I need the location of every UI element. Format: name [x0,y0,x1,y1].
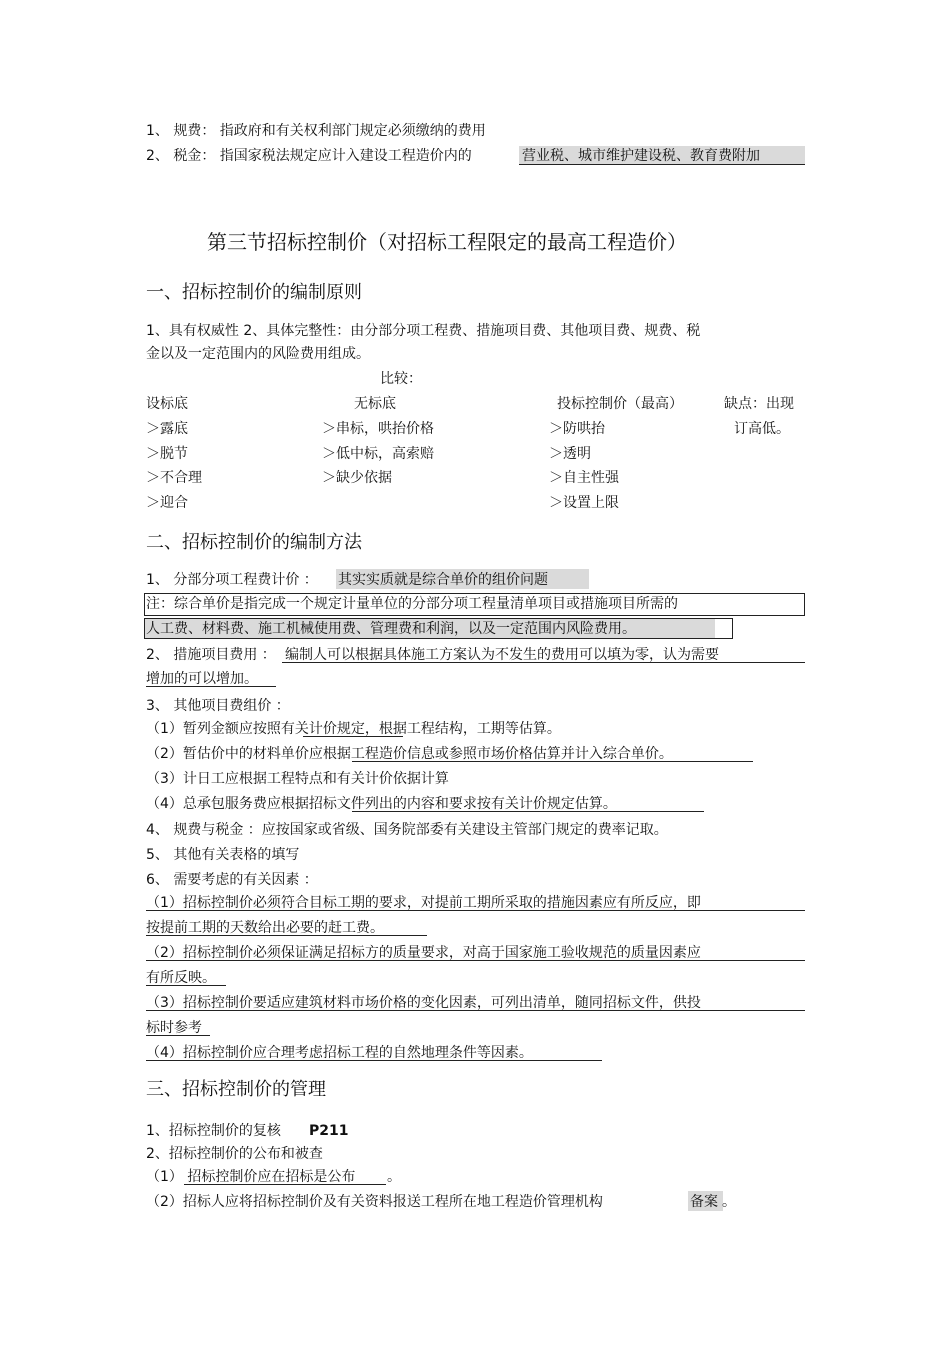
underline [146,960,805,961]
item5: 5、 其他有关表格的填写 [146,847,300,863]
item4: 4、 规费与税金 ：应按国家或省级、国务院部委有关建设主管部门规定的费率记取。 [146,822,668,838]
underline [303,736,403,737]
col2-header: 无标底 [354,396,396,412]
part3-sub2-fill: 备案 [690,1194,718,1210]
underline [352,811,704,812]
page-reference: P211 [309,1123,349,1139]
col4-header: 缺点：出现 [724,396,794,412]
item3-sub: （4）总承包服务费应根据招标文件列出的内容和要求按有关计价规定估算。 [146,796,617,812]
part2-heading: 二、招标控制价的编制方法 [146,532,362,553]
col3-item: ＞透明 [549,446,591,462]
part3-sub2: （2）招标人应将招标控制价及有关资料报送工程所在地工程造价管理机构 [146,1194,603,1210]
compare-label: 比较： [380,371,422,387]
note-line2: 人工费、材料费、施工机械使用费、管理费和利润，以及一定范围内风险费用。 [146,621,636,637]
part3-sub2-end: 。 [722,1194,736,1210]
underline [146,686,276,687]
col2-item: ＞串标，哄抬价格 [322,421,434,437]
underline [146,910,805,911]
underline [146,1035,210,1036]
part3-sub1: （1） 招标控制价应在招标是公布 [146,1169,356,1185]
item6-line: 标时参考 [146,1020,202,1036]
item3-sub: （3）计日工应根据工程特点和有关计价依据计算 [146,771,449,787]
part1-paragraph: 1、具有权威性 2、具体完整性：由分部分项工程费、措施项目费、其他项目费、规费、税 [146,323,701,339]
part3-heading: 三、招标控制价的管理 [146,1079,326,1100]
item6-line: （1）招标控制价必须符合目标工期的要求，对提前工期所采取的措施因素应有所反应，即 [146,895,701,911]
part1-heading: 一、招标控制价的编制原则 [146,282,362,303]
item3-sub: （2）暂估价中的材料单价应根据工程造价信息或参照市场价格估算并计入综合单价。 [146,746,673,762]
item6-line: 按提前工期的天数给出必要的赶工费。 [146,920,384,936]
underline [146,1010,805,1011]
part3-item2: 2、招标控制价的公布和被查 [146,1146,323,1162]
col1-item: ＞不合理 [146,470,202,486]
item6-line: 有所反映。 [146,970,216,986]
underline [146,1060,602,1061]
underline [282,662,805,663]
underline [519,164,805,165]
underline [146,935,427,936]
tax-definition-fill: 营业税、城市维护建设税、教育费附加 [522,148,760,164]
item3-label: 3、 其他项目费组价 ： [146,698,290,714]
col1-item: ＞露底 [146,421,188,437]
item6-label: 6、 需要考虑的有关因素 ： [146,872,318,888]
col2-item: ＞缺少依据 [322,470,392,486]
col2-item: ＞低中标，高索赔 [322,446,434,462]
item1-label: 1、 分部分项工程费计价 ： [146,572,318,588]
item6-line: （2）招标控制价必须保证满足招标方的质量要求，对高于国家施工验收规范的质量因素应 [146,945,701,961]
col3-item: ＞自主性强 [549,470,619,486]
item2-cont: 增加的可以增加。 [146,671,258,687]
item1-fill: 其实实质就是综合单价的组价问题 [338,572,548,588]
item6-line: （3）招标控制价要适应建筑材料市场价格的变化因素，可列出清单，随同招标文件，供投 [146,995,701,1011]
part1-paragraph-cont: 金以及一定范围内的风险费用组成。 [146,346,370,362]
item6-line: （4）招标控制价应合理考虑招标工程的自然地理条件等因素。 [146,1045,533,1061]
part3-sub1-end: 。 [387,1169,401,1185]
underline [352,761,753,762]
item3-sub: （1）暂列金额应按照有关计价规定，根据工程结构，工期等估算。 [146,721,561,737]
tax-definition-line: 2、 税金： 指国家税法规定应计入建设工程造价内的 [146,148,472,164]
underline [184,1184,386,1185]
note-line1: 注：综合单价是指完成一个规定计量单位的分部分项工程量清单项目或措施项目所需的 [146,596,678,612]
col3-header: 投标控制价（最高） [557,396,683,412]
col3-item: ＞防哄抬 [549,421,605,437]
col1-header: 设标底 [146,396,188,412]
part3-item1-label: 1、招标控制价的复核 [146,1123,281,1139]
item2-fill: 编制人可以根据具体施工方案认为不发生的费用可以填为零，认为需要 [285,647,719,663]
col4-item: 订高低。 [734,421,790,437]
underline [146,985,226,986]
section-title: 第三节招标控制价（对招标工程限定的最高工程造价） [207,230,687,254]
col1-item: ＞脱节 [146,446,188,462]
col1-item: ＞迎合 [146,495,188,511]
fee-definition-line: 1、 规费： 指政府和有关权利部门规定必须缴纳的费用 [146,123,486,139]
item2-label: 2、 措施项目费用 ： [146,647,276,663]
col3-item: ＞设置上限 [549,495,619,511]
